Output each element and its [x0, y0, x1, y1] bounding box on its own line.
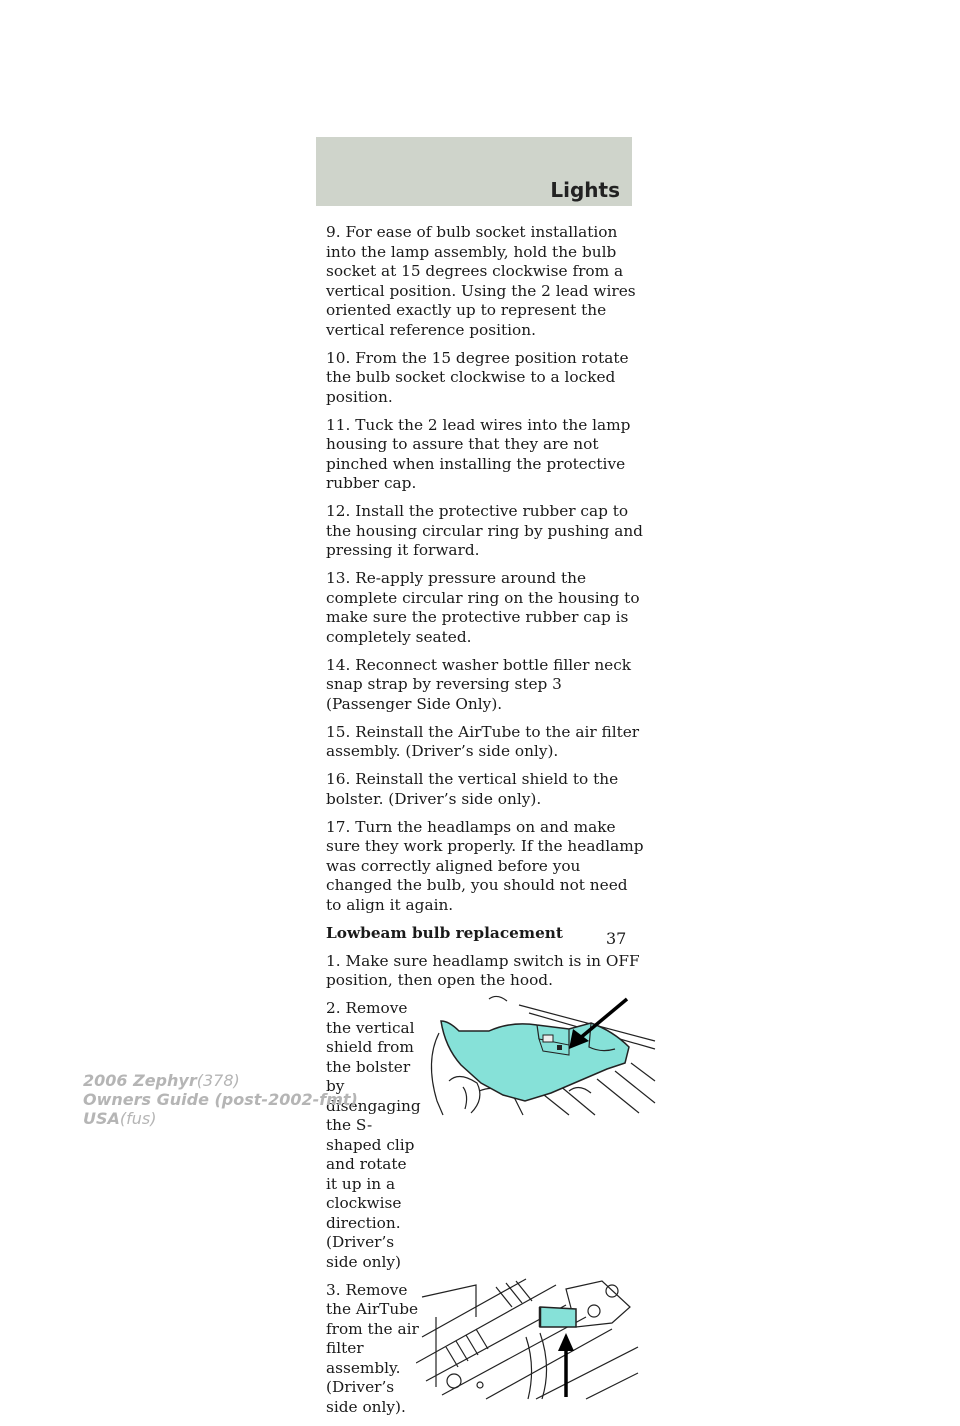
- footer-model-code: (378): [196, 1071, 240, 1090]
- section-title: Lights: [550, 178, 620, 202]
- footer-market-code: (fus): [119, 1109, 157, 1128]
- lowbeam-step-2-row: [326, 999, 646, 1281]
- footer-market: USA: [83, 1109, 120, 1128]
- footer-line-3: [83, 1109, 358, 1128]
- step-9: 9. For ease of bulb socket installation into the lamp assembly, hold the bulb socket at 15 degrees clockwise from a vertical position. Using the 2 lead wires oriented exactly up to represent the vertical reference position.: [326, 223, 636, 339]
- footer-model: 2006 Zephyr: [83, 1071, 197, 1090]
- lowbeam-step-3: 3. Remove the AirTube from the air filter assembly. (Driver’s side only).: [326, 1280, 419, 1416]
- header-band: [316, 137, 632, 206]
- step-13: 13. Re-apply pressure around the complete circular ring on the housing to make sure the protective rubber cap is completely seated.: [326, 569, 640, 646]
- footer-line-1: [83, 1071, 358, 1090]
- step-16: 16. Reinstall the vertical shield to the bolster. (Driver’s side only).: [326, 770, 619, 808]
- lowbeam-heading: Lowbeam bulb replacement: [326, 923, 563, 942]
- vertical-shield-illustration: [419, 991, 659, 1116]
- step-12: 12. Install the protective rubber cap to the housing circular ring by pushing and pressing it forward.: [326, 502, 643, 559]
- step-17: 17. Turn the headlamps on and make sure they work properly. If the headlamp was correctly aligned before you changed the bulb, you should not need to align it again.: [326, 817, 644, 914]
- page-content: [326, 223, 646, 1426]
- footer: [83, 1071, 358, 1128]
- step-11: 11. Tuck the 2 lead wires into the lamp housing to assure that they are not pinched when installing the protective rubber cap.: [326, 415, 631, 492]
- lowbeam-step-1: 1. Make sure headlamp switch is in OFF position, then open the hood.: [326, 951, 640, 989]
- airtube-illustration: [416, 1277, 646, 1402]
- step-14: 14. Reconnect washer bottle filler neck snap strap by reversing step 3 (Passenger Side Only).: [326, 655, 632, 713]
- footer-line-2: Owners Guide (post-2002-fmt): [83, 1090, 358, 1109]
- page-number: 37: [606, 929, 627, 948]
- lowbeam-step-3-row: [326, 1281, 646, 1426]
- step-10: 10. From the 15 degree position rotate the bulb socket clockwise to a locked position.: [326, 348, 629, 406]
- lowbeam-step-2: 2. Remove the vertical shield from the bolster by disengaging the S-shaped clip and rotate it up in a clockwise direction. (Driver’s side only): [326, 999, 421, 1271]
- step-15: 15. Reinstall the AirTube to the air filter assembly. (Driver’s side only).: [326, 722, 640, 760]
